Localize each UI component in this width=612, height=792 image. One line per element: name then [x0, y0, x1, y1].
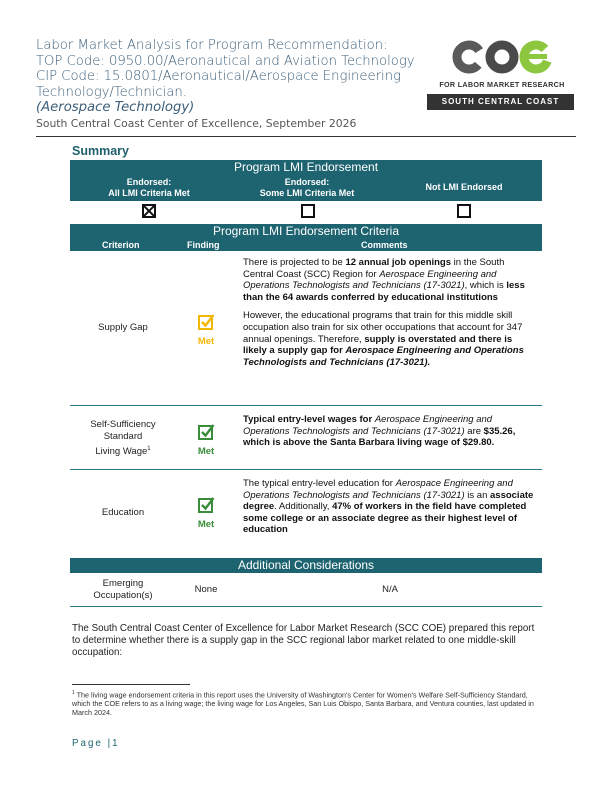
criterion-living-wage-line2: Standard	[103, 431, 143, 442]
finding-living-wage	[191, 423, 221, 457]
occupation-name: Aerospace Engineering and Operations Technologists and Technicians (17-3021)	[243, 478, 513, 501]
text: . Additionally,	[274, 501, 333, 513]
emerging-occupation-label	[82, 578, 164, 602]
title-line-3: CIP Code: 15.0801/Aeronautical/Aerospace Engineering	[36, 69, 401, 84]
text: There is projected to be	[243, 257, 346, 268]
finding-supply-gap	[191, 313, 221, 347]
footnote	[72, 689, 542, 717]
text: is an	[464, 489, 490, 501]
criteria-title-bar	[70, 224, 542, 239]
footnote-ref: 1	[147, 446, 151, 452]
occupation-name: Aerospace Engineering and Operations Technologists and Technicians (17-3021).	[243, 345, 524, 368]
text: are	[464, 425, 484, 437]
emerging-value: None	[194, 584, 218, 595]
column-comments: Comments	[361, 240, 408, 250]
title-line-5: (Aerospace Technology)	[36, 100, 195, 115]
endorsement-title-bar	[70, 160, 542, 175]
report-title	[36, 38, 426, 116]
finding-education	[191, 496, 221, 530]
comment-supply-gap	[243, 257, 535, 368]
criterion-living-wage	[76, 419, 170, 458]
row-divider	[70, 469, 542, 470]
checkbox-not-endorsed[interactable]	[457, 204, 471, 218]
option-some-met	[228, 174, 386, 201]
comment-living-wage	[243, 414, 535, 449]
text: in the South Central Coast (SCC) Region for	[243, 257, 505, 280]
criterion-living-wage-line1: Self-Sufficiency	[90, 419, 156, 430]
coe-logo	[427, 40, 577, 112]
finding-living-wage-text: Met	[197, 446, 215, 457]
text-bold: associate degree	[243, 489, 534, 513]
text: , which is	[464, 280, 507, 292]
report-subtitle: South Central Coast Center of Excellence, September 2026	[36, 116, 357, 130]
finding-supply-gap-text: Met	[197, 336, 215, 347]
footnote-text: The living wage endorsement criteria in this report uses the University of Washington's Center for Women's Welfare Self-Sufficiency Standard, which the COE refers to as a living wage; the living wage for Los Angeles, San Luis Obispo, Santa Barbara, and Ventura counties, last updated in March 2024.	[72, 690, 534, 718]
title-line-4: Technology/Technician.	[36, 84, 187, 100]
title-line-2: TOP Code: 0950.00/Aeronautical and Aviation Technology	[36, 53, 415, 69]
comment-education	[243, 478, 535, 536]
additional-considerations-bar	[70, 558, 542, 573]
intro-paragraph: The South Central Coast Center of Excellence for Labor Market Research (SCC COE) prepared this report to determine whether there is a supply gap in the SCC regional labor market related to one middle-skill occupation:	[72, 623, 535, 658]
option-some-met-line1: Endorsed:	[284, 176, 330, 187]
additional-considerations-title: Additional Considerations	[237, 558, 375, 572]
title-line-1: Labor Market Analysis for Program Recommendation:	[36, 38, 388, 53]
option-not-endorsed-label: Not LMI Endorsed	[425, 182, 503, 192]
text: However, the educational programs that train for this middle skill occupation also train for six other occupations that account for 347 annual openings. Therefore,	[243, 310, 523, 345]
emerging-comment: N/A	[382, 584, 398, 595]
occupation-name: Aerospace Engineering and Operations Technologists and Technicians (17-3021)	[243, 414, 493, 437]
text-bold: supply is overstated and there is likely a supply gap for	[243, 333, 513, 357]
endorsement-title: Program LMI Endorsement	[233, 160, 379, 174]
column-criterion: Criterion	[102, 240, 140, 250]
column-finding: Finding	[187, 240, 220, 250]
emerging-line2: Occupation(s)	[93, 590, 153, 601]
emerging-line1: Emerging	[102, 578, 144, 589]
criterion-education: Education	[101, 507, 145, 518]
criteria-column-headers	[70, 239, 542, 251]
occupation-name: Aerospace Engineering and Operations Technologists and Technicians (17-3021)	[243, 268, 497, 292]
text-bold: $35.26, which is above the Santa Barbara living wage of $29.80.	[243, 425, 516, 449]
criteria-title: Program LMI Endorsement Criteria	[212, 224, 400, 238]
summary-heading: Summary	[72, 144, 129, 158]
endorsement-options-row	[70, 174, 542, 201]
text-bold: less than the 64 awards conferred by educational institutions	[243, 280, 525, 303]
footnote-marker: 1	[72, 690, 75, 696]
coe-logo-mark	[452, 40, 557, 74]
checkbox-all-met-checked[interactable]	[142, 204, 156, 218]
logo-tagline: FOR LABOR MARKET RESEARCH	[439, 80, 565, 89]
checkbox-some-met[interactable]	[301, 204, 315, 218]
text: The typical entry-level education for	[243, 478, 396, 489]
text-bold: 12 annual job openings	[345, 257, 452, 268]
option-all-met-line1: Endorsed:	[126, 176, 172, 187]
criterion-living-wage-line3: Living Wage	[95, 446, 148, 458]
footnote-divider	[72, 684, 190, 685]
checkmark-icon	[198, 496, 215, 513]
text-bold: 47% of workers in the field have completed some college or an associate degree as their highest level of education	[243, 501, 527, 536]
row-divider	[70, 405, 542, 406]
header-divider	[36, 136, 576, 137]
page-number: Page |1	[72, 738, 120, 749]
text-bold: Typical entry-level wages for	[243, 414, 375, 425]
logo-region: SOUTH CENTRAL COAST	[427, 94, 574, 110]
finding-education-text: Met	[197, 519, 215, 530]
table-bottom-rule	[70, 606, 542, 607]
option-not-endorsed	[386, 174, 542, 201]
option-some-met-line2: Some LMI Criteria Met	[259, 187, 355, 198]
option-all-met	[70, 174, 228, 201]
option-all-met-line2: All LMI Criteria Met	[108, 187, 190, 198]
checkmark-icon	[198, 423, 215, 440]
checkmark-icon	[198, 313, 215, 330]
criterion-supply-gap: Supply Gap	[98, 322, 148, 333]
